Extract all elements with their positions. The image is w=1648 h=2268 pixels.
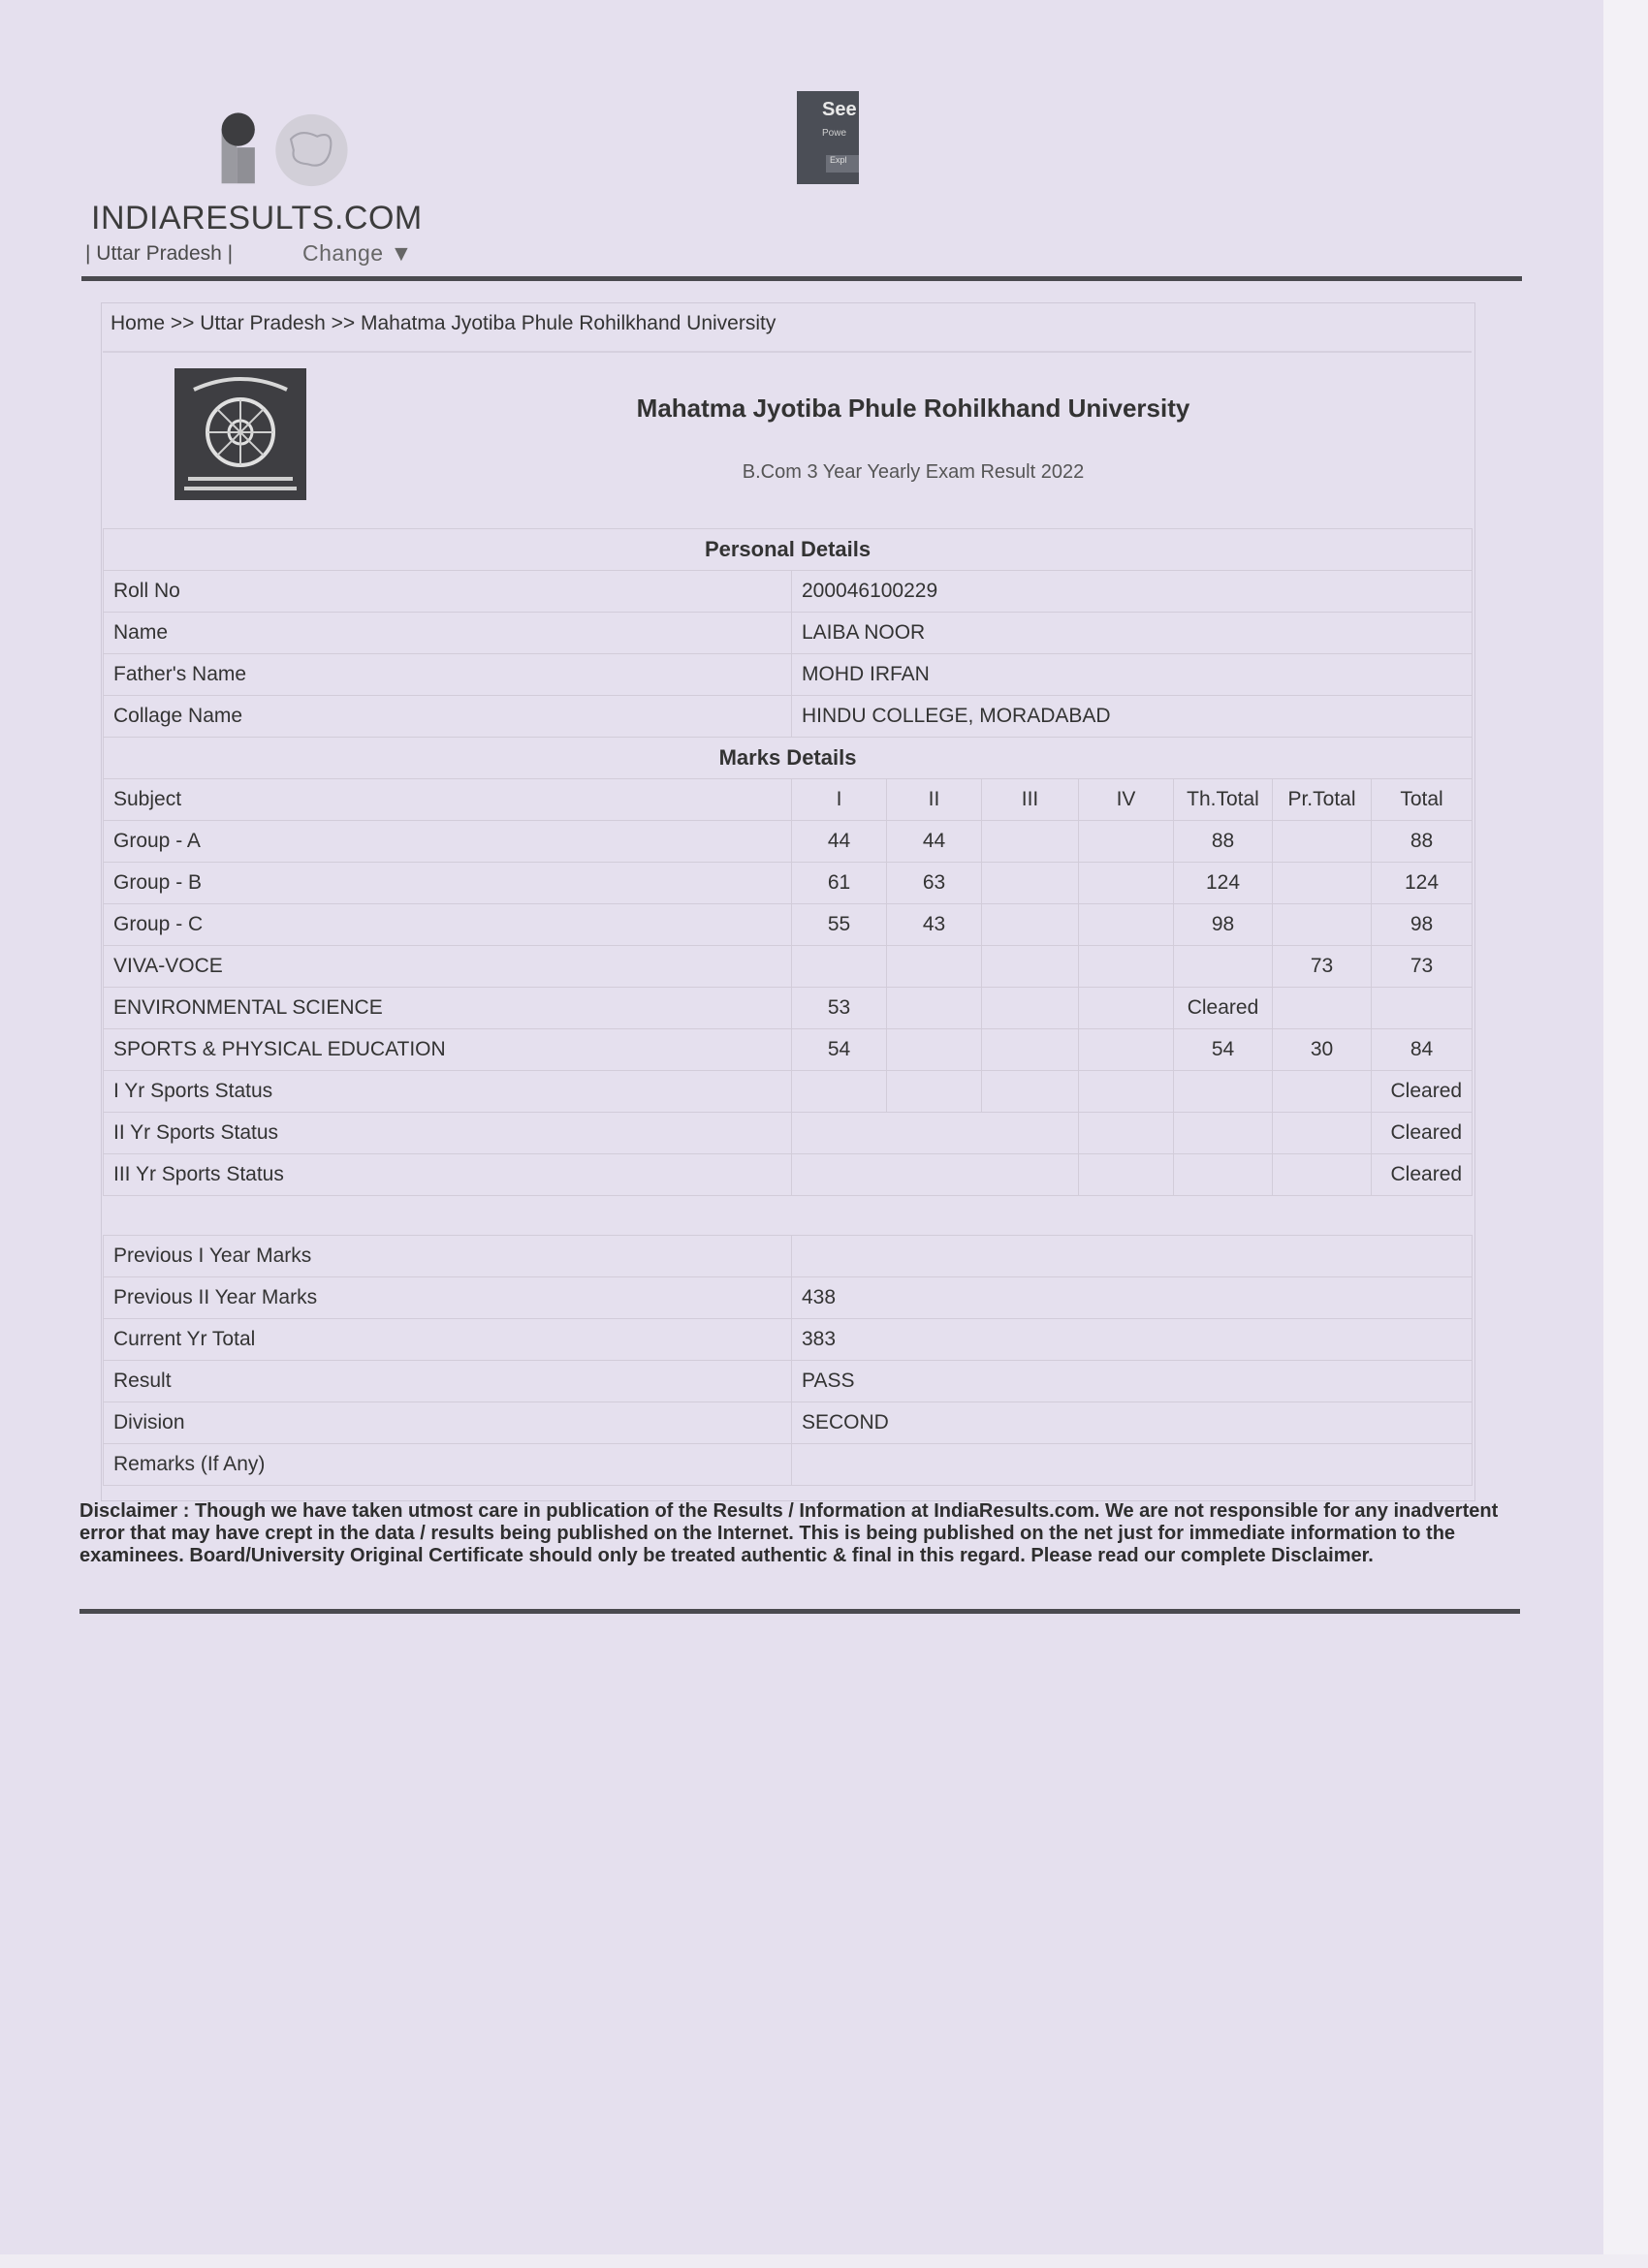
marks-row [104, 988, 1473, 1029]
mark-iii [982, 1029, 1079, 1071]
personal-label: Name [104, 613, 792, 654]
mark-i: 53 [792, 988, 887, 1029]
column-header-th-total: Th.Total [1174, 779, 1273, 821]
personal-row [104, 571, 1473, 613]
ad-line-2: Powe [822, 128, 847, 139]
marks-row [104, 821, 1473, 863]
sports-status-row [104, 1071, 1473, 1113]
change-region-link[interactable]: Change ▼ [302, 240, 413, 266]
practical-total: 73 [1273, 946, 1372, 988]
theory-total [1174, 946, 1273, 988]
mark-iv [1079, 1029, 1174, 1071]
theory-total: 88 [1174, 821, 1273, 863]
column-header-i: I [792, 779, 887, 821]
personal-label: Collage Name [104, 696, 792, 738]
sports-status-row [104, 1113, 1473, 1154]
summary-row [104, 1236, 1473, 1277]
summary-value: PASS [792, 1361, 1473, 1402]
mark-iii [982, 904, 1079, 946]
sports-status-value: Cleared [1372, 1071, 1473, 1113]
column-header-subject: Subject [104, 779, 792, 821]
column-header-iii: III [982, 779, 1079, 821]
summary-label: Previous II Year Marks [104, 1277, 792, 1319]
summary-value: 383 [792, 1319, 1473, 1361]
personal-value: MOHD IRFAN [792, 654, 1473, 696]
practical-total: 30 [1273, 1029, 1372, 1071]
spacer-row [104, 1196, 1473, 1236]
sports-status-label: I Yr Sports Status [104, 1071, 792, 1113]
personal-details-heading: Personal Details [104, 529, 1473, 571]
subject-cell: ENVIRONMENTAL SCIENCE [104, 988, 792, 1029]
sports-status-label: III Yr Sports Status [104, 1154, 792, 1196]
column-header-pr-total: Pr.Total [1273, 779, 1372, 821]
header-divider [81, 276, 1522, 281]
column-header-total: Total [1372, 779, 1473, 821]
personal-row [104, 696, 1473, 738]
indiaresults-logo-icon [213, 97, 407, 204]
sports-status-value: Cleared [1372, 1154, 1473, 1196]
mark-i: 44 [792, 821, 887, 863]
summary-label: Result [104, 1361, 792, 1402]
subject-cell: Group - B [104, 863, 792, 904]
subject-cell: VIVA-VOCE [104, 946, 792, 988]
mark-ii [887, 1029, 982, 1071]
subject-cell: Group - C [104, 904, 792, 946]
summary-label: Current Yr Total [104, 1319, 792, 1361]
site-logo-text[interactable]: INDIARESULTS.COM [91, 200, 423, 236]
mark-i: 55 [792, 904, 887, 946]
exam-title: B.Com 3 Year Yearly Exam Result 2022 [742, 461, 1085, 483]
practical-total [1273, 988, 1372, 1029]
subject-cell: SPORTS & PHYSICAL EDUCATION [104, 1029, 792, 1071]
summary-label: Division [104, 1402, 792, 1444]
mark-ii: 63 [887, 863, 982, 904]
breadcrumb[interactable]: Home >> Uttar Pradesh >> Mahatma Jyotiba Phule Rohilkhand University [111, 312, 776, 334]
row-total: 88 [1372, 821, 1473, 863]
personal-label: Father's Name [104, 654, 792, 696]
summary-value: SECOND [792, 1402, 1473, 1444]
theory-total: Cleared [1174, 988, 1273, 1029]
practical-total [1273, 821, 1372, 863]
mark-iii [982, 863, 1079, 904]
row-total: 124 [1372, 863, 1473, 904]
mark-iv [1079, 988, 1174, 1029]
personal-value: 200046100229 [792, 571, 1473, 613]
row-total: 84 [1372, 1029, 1473, 1071]
summary-label: Previous I Year Marks [104, 1236, 792, 1277]
mark-iv [1079, 821, 1174, 863]
personal-row [104, 654, 1473, 696]
practical-total [1273, 904, 1372, 946]
column-header-ii: II [887, 779, 982, 821]
mark-iii [982, 821, 1079, 863]
summary-row [104, 1444, 1473, 1486]
marks-details-heading-row [104, 738, 1473, 779]
disclaimer-text: Disclaimer : Though we have taken utmost care in publication of the Results / Information at IndiaResults.com. We are not responsible for any inadvertent error that may have crept in the data / results being published on the Internet. This is being published on the net just for immediate information to the examinees. Board/University Original Certificate should only be treated authentic & final in this regard. Please read our complete Disclaimer. [79, 1500, 1499, 1566]
mark-iii [982, 946, 1079, 988]
sports-status-label: II Yr Sports Status [104, 1113, 792, 1154]
university-name: Mahatma Jyotiba Phule Rohilkhand University [636, 394, 1190, 423]
marks-row [104, 1029, 1473, 1071]
marks-row [104, 904, 1473, 946]
row-total: 98 [1372, 904, 1473, 946]
sports-status-value: Cleared [1372, 1113, 1473, 1154]
mark-ii: 44 [887, 821, 982, 863]
personal-value: HINDU COLLEGE, MORADABAD [792, 696, 1473, 738]
summary-label: Remarks (If Any) [104, 1444, 792, 1486]
marks-header-row [104, 779, 1473, 821]
footer-divider [79, 1609, 1520, 1614]
result-table [103, 528, 1473, 1486]
scan-edge [1603, 0, 1648, 2268]
mark-iv [1079, 946, 1174, 988]
mark-ii [887, 988, 982, 1029]
marks-row [104, 863, 1473, 904]
summary-row [104, 1402, 1473, 1444]
marks-row [104, 946, 1473, 988]
summary-value: 438 [792, 1277, 1473, 1319]
personal-value: LAIBA NOOR [792, 613, 1473, 654]
subject-cell: Group - A [104, 821, 792, 863]
theory-total: 98 [1174, 904, 1273, 946]
summary-row [104, 1361, 1473, 1402]
personal-details-heading-row [104, 529, 1473, 571]
personal-label: Roll No [104, 571, 792, 613]
row-total: 73 [1372, 946, 1473, 988]
region-label: | Uttar Pradesh | [85, 242, 234, 265]
sports-status-row [104, 1154, 1473, 1196]
summary-row [104, 1277, 1473, 1319]
mark-i: 54 [792, 1029, 887, 1071]
mark-iv [1079, 904, 1174, 946]
scan-bottom-edge [0, 2254, 1648, 2268]
theory-total: 54 [1174, 1029, 1273, 1071]
practical-total [1273, 863, 1372, 904]
mark-iv [1079, 863, 1174, 904]
mark-iii [982, 988, 1079, 1029]
mark-i: 61 [792, 863, 887, 904]
breadcrumb-divider [103, 351, 1472, 353]
ad-line-3: Expl [826, 155, 859, 173]
mark-ii [887, 946, 982, 988]
personal-row [104, 613, 1473, 654]
summary-row [104, 1319, 1473, 1361]
summary-value [792, 1236, 1473, 1277]
marks-details-heading: Marks Details [104, 738, 1473, 779]
column-header-iv: IV [1079, 779, 1174, 821]
mark-i [792, 946, 887, 988]
summary-value [792, 1444, 1473, 1486]
theory-total: 124 [1174, 863, 1273, 904]
ad-banner[interactable] [797, 91, 859, 184]
mark-ii: 43 [887, 904, 982, 946]
row-total [1372, 988, 1473, 1029]
ad-line-1: See [822, 99, 857, 120]
